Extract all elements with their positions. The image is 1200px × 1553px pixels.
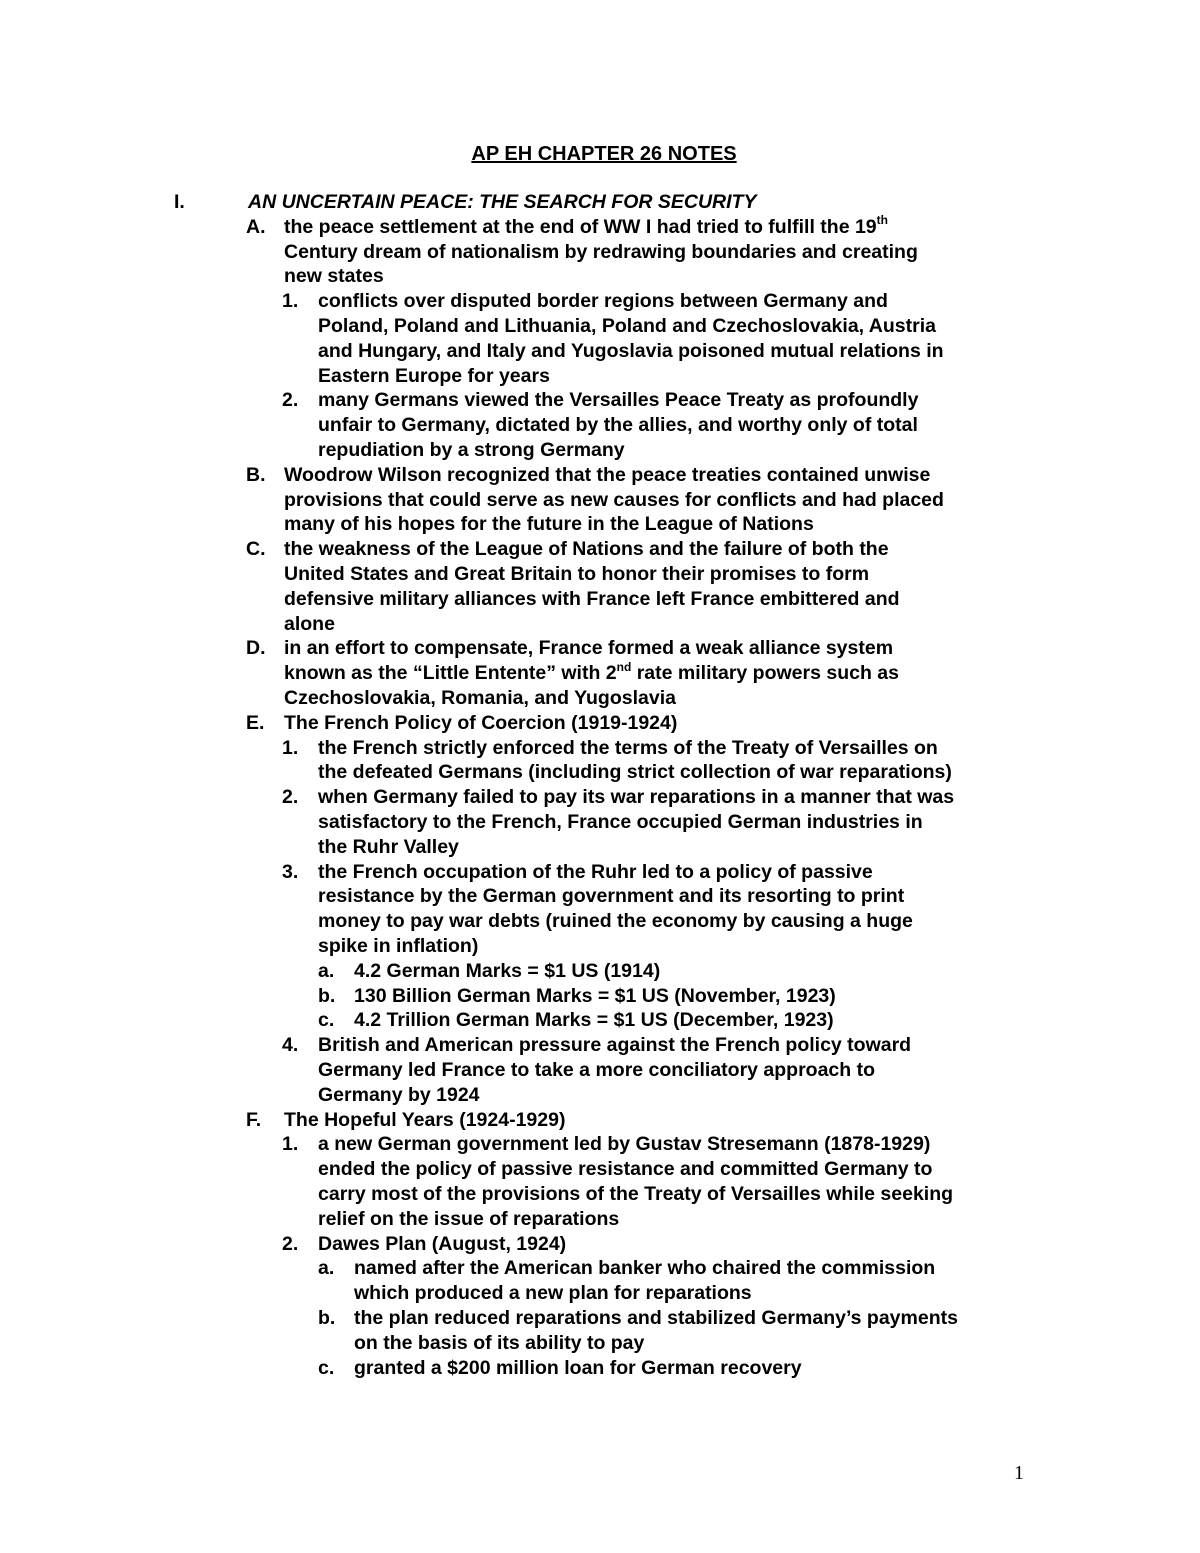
outline-text-main: Germany led France to take a more conciliatory approach to: [318, 1059, 876, 1081]
outline-text: [284, 240, 918, 265]
outline-text-main: the French strictly enforced the terms of the Treaty of Versailles on: [318, 736, 938, 759]
outline-text-main: provisions that could serve as new causes for conflicts and had placed: [284, 488, 944, 511]
outline-text: [354, 1356, 802, 1381]
outline-marker: 2.: [282, 786, 299, 809]
outline-text: [354, 1281, 752, 1306]
outline-text: [284, 264, 384, 289]
outline-text: [354, 1256, 935, 1281]
outline-text: [318, 810, 923, 835]
outline-marker: A.: [246, 215, 266, 238]
outline-text-main: granted a $200 million loan for German recovery: [354, 1356, 802, 1379]
outline-text-main: British and American pressure against the French policy toward: [318, 1034, 912, 1057]
outline-text-main: new states: [284, 265, 384, 288]
outline-marker: 2.: [282, 1232, 299, 1255]
outline-text-main: the plan reduced reparations and stabilized Germany’s payments: [354, 1307, 958, 1329]
outline-text-main: conflicts over disputed border regions between Germany and: [318, 290, 888, 313]
outline-text-main: the Ruhr Valley: [318, 835, 459, 858]
document-title: [0, 142, 1200, 166]
outline-text: [284, 488, 944, 513]
outline-text: [318, 1033, 911, 1058]
outline-marker: 4.: [282, 1034, 299, 1057]
outline-text: [284, 686, 676, 711]
outline-text: [318, 1132, 930, 1157]
outline-text: [354, 959, 660, 984]
outline-text: [318, 1182, 953, 1207]
outline-marker: 1.: [282, 1133, 299, 1156]
outline-marker: a.: [318, 959, 335, 982]
outline-text: [318, 785, 954, 810]
outline-text: [318, 1157, 932, 1182]
outline-text: [318, 934, 478, 959]
outline-text: [284, 562, 869, 587]
outline-text-main: many of his hopes for the future in the League of Nations: [284, 513, 814, 536]
outline-text-main: the French occupation of the Ruhr led to a policy of passive: [318, 860, 873, 883]
outline-text: [318, 884, 904, 909]
outline-text: [318, 1083, 480, 1108]
outline-text: [318, 736, 938, 761]
document-title-text: AP EH CHAPTER 26 NOTES: [471, 143, 737, 165]
outline-marker: a.: [318, 1257, 335, 1280]
outline-text: [354, 1306, 958, 1331]
outline-text-main: Woodrow Wilson recognized that the peace treaties contained unwise: [284, 463, 931, 486]
outline-text: [318, 909, 913, 934]
outline-text-main: defensive military alliances with France left France embittered and: [284, 587, 900, 610]
superscript: nd: [616, 659, 632, 674]
outline-marker: B.: [246, 463, 266, 486]
outline-text-main: The Hopeful Years (1924-1929): [284, 1108, 566, 1131]
outline-text: [354, 984, 836, 1009]
outline-text-main: ended the policy of passive resistance and committed Germany to: [318, 1158, 933, 1181]
outline-text: [284, 636, 893, 661]
outline-marker: b.: [318, 1307, 336, 1329]
outline-marker: 1.: [282, 736, 299, 759]
outline-text-main: the defeated Germans (including strict collection of war reparations): [318, 761, 952, 784]
outline-text-main: unfair to Germany, dictated by the allies, and worthy only of total: [318, 414, 918, 437]
outline-text: [318, 314, 936, 339]
outline-text-main: repudiation by a strong Germany: [318, 439, 625, 461]
outline-text-main: United States and Great Britain to honor their promises to form: [284, 563, 870, 585]
outline-text-main: 4.2 Trillion German Marks = $1 US (December, 1923): [354, 1009, 834, 1032]
outline-marker: F.: [246, 1108, 262, 1131]
outline-text-main: satisfactory to the French, France occupied German industries in: [318, 811, 923, 833]
outline-text: [284, 215, 888, 240]
outline-marker: 1.: [282, 290, 299, 313]
outline-marker: 2.: [282, 389, 299, 412]
outline-marker: b.: [318, 984, 336, 1007]
superscript: th: [876, 213, 888, 228]
outline-text-main: Eastern Europe for years: [318, 364, 550, 387]
outline-text: [284, 587, 900, 612]
outline-text: [248, 190, 756, 215]
outline-text-main: spike in inflation): [318, 935, 479, 957]
outline-text-main: the weakness of the League of Nations and the failure of both the: [284, 538, 889, 561]
outline-text: [318, 339, 944, 364]
outline-text-main: named after the American banker who chaired the commission: [354, 1257, 936, 1280]
outline-text-main: alone: [284, 612, 335, 635]
outline-text-main: Dawes Plan (August, 1924): [318, 1232, 567, 1255]
outline-text: [318, 835, 459, 860]
outline-text: [284, 537, 889, 562]
outline-text-after: rate military powers such as: [631, 662, 899, 685]
outline-text: [284, 463, 930, 488]
outline-text: [318, 438, 625, 463]
outline-marker: D.: [246, 637, 266, 660]
outline-text-main: 4.2 German Marks = $1 US (1914): [354, 959, 661, 982]
outline-text-main: when Germany failed to pay its war reparations in a manner that was: [318, 786, 955, 809]
outline-text: [318, 289, 888, 314]
outline-text: [354, 1331, 644, 1356]
outline-text: [318, 413, 918, 438]
outline-marker: c.: [318, 1009, 335, 1032]
outline-text-main: The French Policy of Coercion (1919-1924): [284, 711, 678, 734]
outline-text-main: on the basis of its ability to pay: [354, 1331, 645, 1354]
outline-text: [284, 711, 677, 736]
outline-text: [318, 1058, 875, 1083]
outline-text-main: and Hungary, and Italy and Yugoslavia poisoned mutual relations in: [318, 339, 944, 362]
outline-marker: I.: [174, 191, 185, 213]
outline-text: [318, 1232, 566, 1257]
outline-text-main: resistance by the German government and its resorting to print: [318, 885, 905, 908]
outline-text: [318, 364, 550, 389]
outline-marker: c.: [318, 1356, 335, 1379]
outline-text-main: in an effort to compensate, France formed a weak alliance system: [284, 637, 894, 660]
outline-text-main: Poland, Poland and Lithuania, Poland and Czechoslovakia, Austria: [318, 315, 936, 337]
outline-text-main: 130 Billion German Marks = $1 US (November, 1923): [354, 984, 836, 1007]
outline-text-main: AN UNCERTAIN PEACE: THE SEARCH FOR SECURITY: [248, 191, 757, 213]
outline-text: [318, 860, 873, 885]
outline-marker: C.: [246, 538, 266, 561]
outline-text: [284, 512, 814, 537]
outline-marker: E.: [246, 711, 265, 734]
outline-text-main: Century dream of nationalism by redrawing boundaries and creating: [284, 240, 918, 263]
outline-text-main: relief on the issue of reparations: [318, 1207, 620, 1230]
outline-text-main: which produced a new plan for reparations: [354, 1282, 752, 1305]
outline-text-main: the peace settlement at the end of WW I had tried to fulfill the 19: [284, 215, 877, 238]
outline-text: [284, 612, 335, 637]
outline-text: [284, 1108, 565, 1133]
outline-text: [318, 1207, 619, 1232]
outline-text-main: carry most of the provisions of the Treaty of Versailles while seeking: [318, 1183, 954, 1205]
outline-text: [284, 661, 899, 686]
outline-text: [354, 1008, 834, 1033]
outline-text-main: money to pay war debts (ruined the economy by causing a huge: [318, 910, 913, 933]
outline-text-main: Germany by 1924: [318, 1083, 480, 1106]
outline-text-main: a new German government led by Gustav Stresemann (1878-1929): [318, 1133, 931, 1156]
page-number: 1: [1014, 1462, 1024, 1484]
outline-text: [318, 760, 952, 785]
outline-text-main: many Germans viewed the Versailles Peace Treaty as profoundly: [318, 389, 919, 412]
outline-text: [318, 388, 918, 413]
outline-text-main: known as the “Little Entente” with 2: [284, 662, 617, 685]
outline-text-main: Czechoslovakia, Romania, and Yugoslavia: [284, 687, 676, 709]
outline-marker: 3.: [282, 860, 299, 883]
